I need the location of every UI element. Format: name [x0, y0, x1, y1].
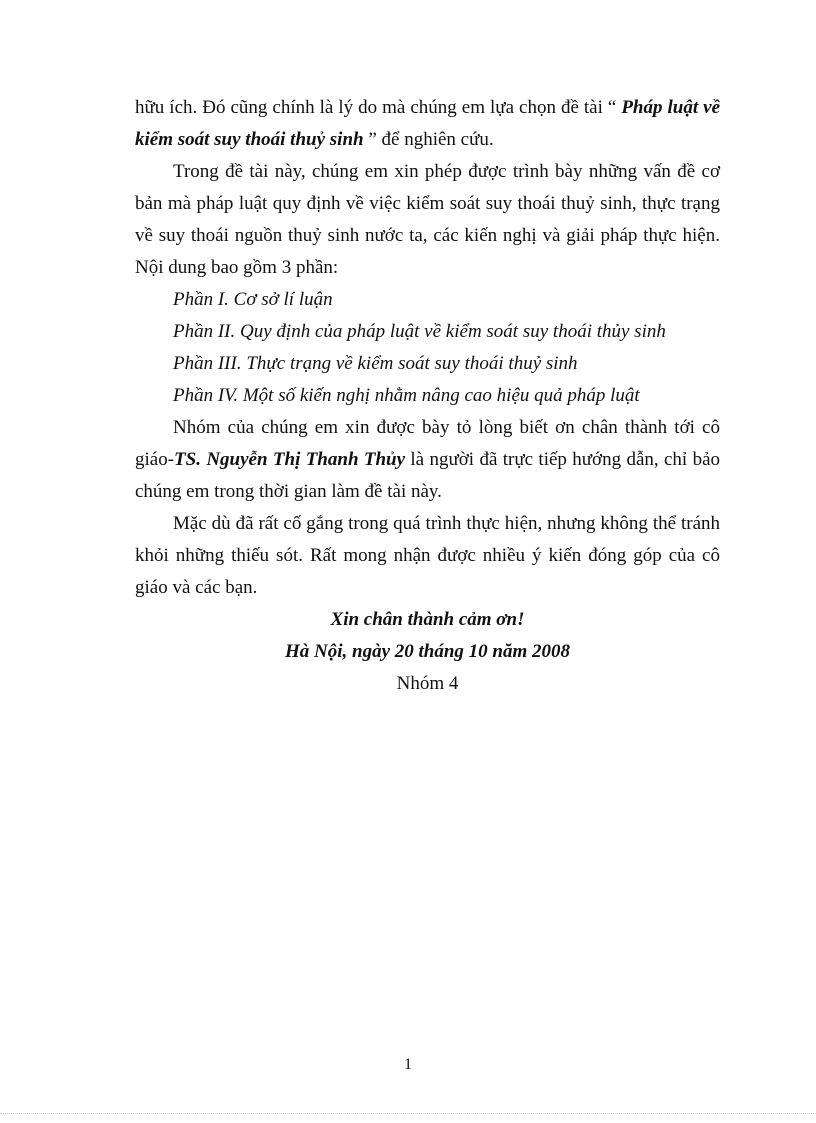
intro-text-end: ” để nghiên cứu.	[363, 129, 494, 150]
scope-paragraph: Trong đề tài này, chúng em xin phép được trình bày những vấn đề cơ bản mà pháp luật quy định về việc kiểm soát suy thoái thuỷ sinh, thực trạng về suy thoái nguồn thuỷ sinh nước ta, các kiến nghị và giải pháp thực hiện. Nội dung bao gồm 3 phần:	[135, 161, 720, 278]
teacher-name: TS. Nguyễn Thị Thanh Thủy	[174, 449, 406, 470]
page-divider	[0, 1113, 816, 1114]
intro-paragraph	[135, 92, 720, 156]
outline-item: Phần II. Quy định của pháp luật về kiểm soát suy thoái thủy sinh	[173, 321, 666, 342]
group-name: Nhóm 4	[396, 673, 459, 694]
thanks-text-end: là người đã trực tiếp hướng dẫn, chỉ bảo chúng em trong thời gian làm đề tài này.	[135, 449, 720, 502]
thanks-paragraph	[135, 412, 720, 508]
thanks-text: Nhóm của chúng em xin được bày tỏ lòng biết ơn chân thành tới cô giáo-	[135, 417, 720, 470]
outline-item: Phần III. Thực trạng về kiểm soát suy thoái thuỷ sinh	[173, 353, 578, 374]
date-line: Hà Nội, ngày 20 tháng 10 năm 2008	[284, 641, 571, 662]
closing-paragraph: Mặc dù đã rất cố gắng trong quá trình thực hiện, nhưng không thể tránh khỏi những thiếu sót. Rất mong nhận được nhiều ý kiến đóng góp của cô giáo và các bạn.	[135, 513, 720, 598]
page-number: 1	[404, 1056, 412, 1073]
intro-text: hữu ích. Đó cũng chính là lý do mà chúng em lựa chọn đề tài “	[135, 97, 622, 118]
outline-item: Phần IV. Một số kiến nghị nhằm nâng cao hiệu quả pháp luật	[173, 385, 640, 406]
topic-title: Pháp luật về kiểm soát suy thoái thuỷ sinh	[135, 97, 720, 150]
outline-item: Phần I. Cơ sở lí luận	[173, 289, 333, 310]
outline-list	[135, 284, 720, 412]
sign-off: Xin chân thành cảm ơn!	[330, 609, 525, 630]
document-body	[135, 92, 720, 700]
